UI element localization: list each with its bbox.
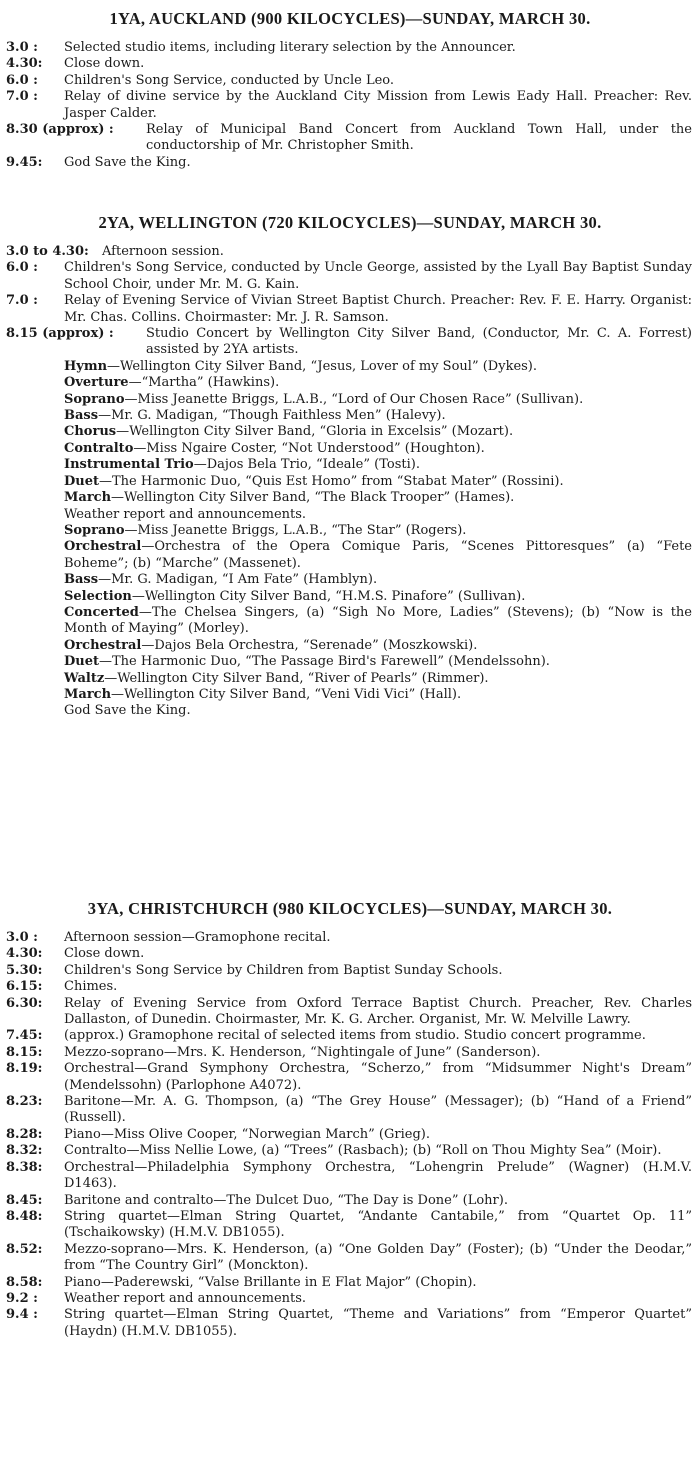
section-3ya-christchurch [0, 898, 700, 1340]
entry-time: 6.0 : [6, 72, 38, 88]
programme-item [0, 703, 700, 719]
program-entry [0, 1307, 700, 1340]
entry-time: 8.38: [6, 1159, 43, 1175]
entry-text: Relay of divine service by the Auckland City Mission from Lewis Eady Hall. Preacher: Rev. Jasper Calder. [64, 89, 692, 121]
entry-text: Mezzo-soprano—Mrs. K. Henderson, (a) “One Golden Day” (Foster); (b) “Under the Deodar,” from “The Country Girl” (Monckton). [64, 1241, 692, 1274]
program-entry [0, 930, 700, 946]
item-text: —Miss Jeanette Briggs, L.A.B., “Lord of Our Chosen Race” (Sullivan). [124, 391, 584, 407]
entry-text: Close down. [64, 56, 145, 72]
item-type: Selection [64, 588, 132, 604]
entry-time: 8.19: [6, 1061, 43, 1077]
item-type: Hymn [64, 358, 108, 374]
entry-text: Orchestral—Philadelphia Symphony Orchestra, “Lohengrin Prelude” (Wagner) (H.M.V. D1463). [64, 1159, 692, 1192]
entry-text: Afternoon session—Gramophone recital. [64, 930, 331, 945]
entry-time: 3.0 to 4.30: [6, 244, 89, 259]
item-text: —Wellington City Silver Band, “Veni Vidi Vici” (Hall). [111, 686, 462, 702]
item-type: Chorus [64, 424, 117, 440]
entry-text: Contralto—Miss Nellie Lowe, (a) “Trees” (Rasbach); (b) “Roll on Thou Mighty Sea” (Moir). [64, 1143, 662, 1159]
entry-time: 8.28: [6, 1126, 43, 1142]
entry-time: 9.2 : [6, 1290, 38, 1306]
entry-text: Weather report and announcements. [64, 1290, 307, 1306]
item-type: Soprano [64, 391, 125, 407]
item-text: —Mr. G. Madigan, “I Am Fate” (Hamblyn). [98, 572, 378, 588]
section-1ya-auckland [0, 8, 700, 171]
item-text: Weather report and announcements. [64, 506, 307, 522]
entry-text: Children's Song Service, conducted by Uncle George, assisted by the Lyall Bay Baptist Sunday School Choir, under Mr. M. G. Kain. [64, 260, 692, 292]
programme-item [0, 441, 700, 457]
programme-item [0, 490, 700, 506]
entry-text: Relay of Municipal Band Concert from Auckland Town Hall, under the conductorship of Mr. Christopher Smith. [146, 122, 692, 154]
programme-item [0, 474, 700, 490]
item-type: Duet [64, 473, 100, 489]
programme-item [0, 375, 700, 391]
item-type: March [64, 686, 112, 702]
item-text: —Mr. G. Madigan, “Though Faithless Men” (Halevy). [98, 408, 446, 424]
program-entry [0, 1094, 700, 1127]
programme-item [0, 654, 700, 670]
item-text: —Wellington City Silver Band, “The Black Trooper” (Hames). [111, 490, 515, 506]
item-text: —Miss Ngaire Coster, “Not Understood” (Houghton). [133, 440, 485, 456]
program-entry [0, 1193, 700, 1209]
entry-text: Orchestral—Grand Symphony Orchestra, “Scherzo,” from “Midsummer Night's Dream” (Mendelssohn) (Parlophone A4072). [64, 1061, 692, 1093]
entry-time: 4.30: [6, 56, 43, 72]
entry-time: 8.15: [6, 1044, 43, 1060]
entry-time: 7.45: [6, 1028, 43, 1044]
entry-time: 8.52: [6, 1241, 43, 1257]
program-entry [0, 73, 700, 89]
entry-text: God Save the King. [64, 154, 191, 170]
programme-item [0, 638, 700, 654]
entry-text: String quartet—Elman String Quartet, “Theme and Variations” from “Emperor Quartet” (Haydn) (H.M.V. DB1055). [64, 1307, 692, 1339]
programme-item [0, 424, 700, 440]
programme-item [0, 408, 700, 424]
entry-text: Baritone—Mr. A. G. Thompson, (a) “The Grey House” (Messager); (b) “Hand of a Friend” (Russell). [64, 1094, 692, 1126]
item-type: Contralto [64, 440, 134, 456]
program-entry [0, 56, 700, 72]
programme-item [0, 539, 700, 572]
entry-time: 4.30: [6, 946, 43, 962]
program-entry [0, 1160, 700, 1193]
entry-time: 6.15: [6, 979, 43, 995]
program-entry [0, 1291, 700, 1307]
item-type: Bass [64, 572, 99, 588]
entry-time: 8.48: [6, 1208, 43, 1224]
program-entry [0, 1028, 700, 1044]
program-entry [0, 1143, 700, 1159]
entry-time: 7.0 : [6, 89, 38, 105]
program-entry [0, 1275, 700, 1291]
item-type: Waltz [64, 670, 105, 686]
item-text: —Wellington City Silver Band, “River of Pearls” (Rimmer). [104, 670, 489, 686]
entry-time: 8.45: [6, 1192, 43, 1208]
entry-text: Afternoon session. [102, 244, 224, 259]
section-2ya-wellington [0, 212, 700, 720]
programme-item [0, 572, 700, 588]
entry-text: (approx.) Gramophone recital of selected items from studio. Studio concert programme. [64, 1028, 646, 1044]
program-entry [0, 155, 700, 171]
program-entry [0, 996, 700, 1029]
entry-time: 8.58: [6, 1274, 43, 1290]
entry-text: Relay of Evening Service from Oxford Terrace Baptist Church. Preacher, Rev. Charles Dallaston, of Dunedin. Choirmaster, Mr. K. G. Archer. Organist, Mr. W. Melville Lawry. [64, 995, 692, 1028]
entry-text: Piano—Paderewski, “Valse Brillante in E Flat Major” (Chopin). [64, 1274, 477, 1290]
entry-text: String quartet—Elman String Quartet, “Andante Cantabile,” from “Quartet Op. 11” (Tschaikowsky) (H.M.V. DB1055). [64, 1208, 692, 1241]
item-type: Orchestral [64, 539, 142, 555]
program-entry [0, 40, 700, 56]
section-heading: 1YA, AUCKLAND (900 KILOCYCLES)—SUNDAY, MARCH 30. [109, 9, 591, 28]
programme-item [0, 687, 700, 703]
item-text: —Wellington City Silver Band, “H.M.S. Pinafore” (Sullivan). [131, 588, 526, 604]
item-type: Concerted [64, 604, 139, 620]
programme-item [0, 523, 700, 539]
item-text: —The Harmonic Duo, “The Passage Bird's Farewell” (Mendelssohn). [99, 654, 550, 670]
item-type: Orchestral [64, 637, 142, 653]
entry-text: Selected studio items, including literary selection by the Announcer. [64, 40, 516, 55]
entry-time: 7.0 : [6, 293, 38, 309]
entry-text: Relay of Evening Service of Vivian Street Baptist Church. Preacher: Rev. F. E. Harry. Organist: Mr. Chas. Collins. Choirmaster: Mr. J. R. Samson. [64, 293, 692, 325]
program-entry [0, 979, 700, 995]
section-heading: 2YA, WELLINGTON (720 KILOCYCLES)—SUNDAY, MARCH 30. [98, 213, 602, 232]
item-text: —The Chelsea Singers, (a) “Sigh No More, Ladies” (Stevens); (b) “Now is the Month of Maying” (Morley). [64, 604, 692, 637]
program-entry [0, 293, 700, 326]
item-text: —Dajos Bela Orchestra, “Serenade” (Moszkowski). [141, 637, 478, 653]
entry-time: 6.0 : [6, 260, 38, 276]
entry-time: 3.0 : [6, 930, 38, 945]
program-entry [0, 326, 700, 359]
item-text: —Miss Jeanette Briggs, L.A.B., “The Star” (Rogers). [124, 522, 467, 538]
entry-time: 9.45: [6, 154, 43, 170]
programme-item [0, 589, 700, 605]
programme-item [0, 605, 700, 638]
section-heading: 3YA, CHRISTCHURCH (980 KILOCYCLES)—SUNDAY, MARCH 30. [87, 899, 613, 918]
entry-text: Children's Song Service, conducted by Uncle Leo. [64, 72, 395, 88]
item-text: —Orchestra of the Opera Comique Paris, “Scenes Pittoresques” (a) “Fete Boheme”; (b) “Marche” (Massenet). [64, 539, 692, 571]
item-text: God Save the King. [64, 703, 191, 719]
program-entry [0, 89, 700, 122]
entry-time: 8.15 (approx) : [6, 326, 114, 342]
program-entry [0, 260, 700, 293]
entry-time: 8.32: [6, 1143, 43, 1159]
entry-time: 8.23: [6, 1094, 43, 1110]
entry-text: Piano—Miss Olive Cooper, “Norwegian March” (Grieg). [64, 1126, 430, 1142]
program-entry [0, 1209, 700, 1242]
item-type: Soprano [64, 522, 125, 538]
entry-text: Chimes. [64, 979, 118, 995]
item-text: —The Harmonic Duo, “Quis Est Homo” from “Stabat Mater” (Rossini). [99, 473, 564, 489]
programme-item [0, 457, 700, 473]
program-entry [0, 122, 700, 155]
entry-time: 9.4 : [6, 1307, 38, 1323]
entry-text: Studio Concert by Wellington City Silver Band, (Conductor, Mr. C. A. Forrest) assisted by 2YA artists. [146, 326, 692, 358]
program-entry [0, 1061, 700, 1094]
item-type: Duet [64, 654, 100, 670]
item-type: Instrumental Trio [64, 457, 194, 473]
item-type: Bass [64, 408, 99, 424]
program-entry [0, 963, 700, 979]
program-entry [0, 1045, 700, 1061]
entry-text: Baritone and contralto—The Dulcet Duo, “The Day is Done” (Lohr). [64, 1192, 508, 1208]
item-text: —Wellington City Silver Band, “Gloria in Excelsis” (Mozart). [116, 424, 514, 440]
program-entry [0, 244, 700, 260]
programme-item [0, 507, 700, 523]
entry-time: 8.30 (approx) : [6, 122, 114, 138]
item-type: Overture [64, 375, 129, 391]
entry-text: Children's Song Service by Children from Baptist Sunday Schools. [64, 962, 503, 978]
programme-item [0, 359, 700, 375]
item-text: —“Martha” (Hawkins). [128, 375, 280, 391]
entry-time: 3.0 : [6, 40, 38, 55]
item-text: —Wellington City Silver Band, “Jesus, Lover of my Soul” (Dykes). [107, 358, 538, 374]
program-entry [0, 1242, 700, 1275]
programme-item [0, 392, 700, 408]
item-text: —Dajos Bela Trio, “Ideale” (Tosti). [193, 457, 420, 473]
entry-time: 5.30: [6, 962, 43, 978]
programme-item [0, 671, 700, 687]
entry-text: Close down. [64, 946, 145, 962]
program-entry [0, 1127, 700, 1143]
entry-text: Mezzo-soprano—Mrs. K. Henderson, “Nightingale of June” (Sanderson). [64, 1044, 541, 1060]
program-entry [0, 946, 700, 962]
item-type: March [64, 490, 112, 506]
entry-time: 6.30: [6, 995, 43, 1011]
